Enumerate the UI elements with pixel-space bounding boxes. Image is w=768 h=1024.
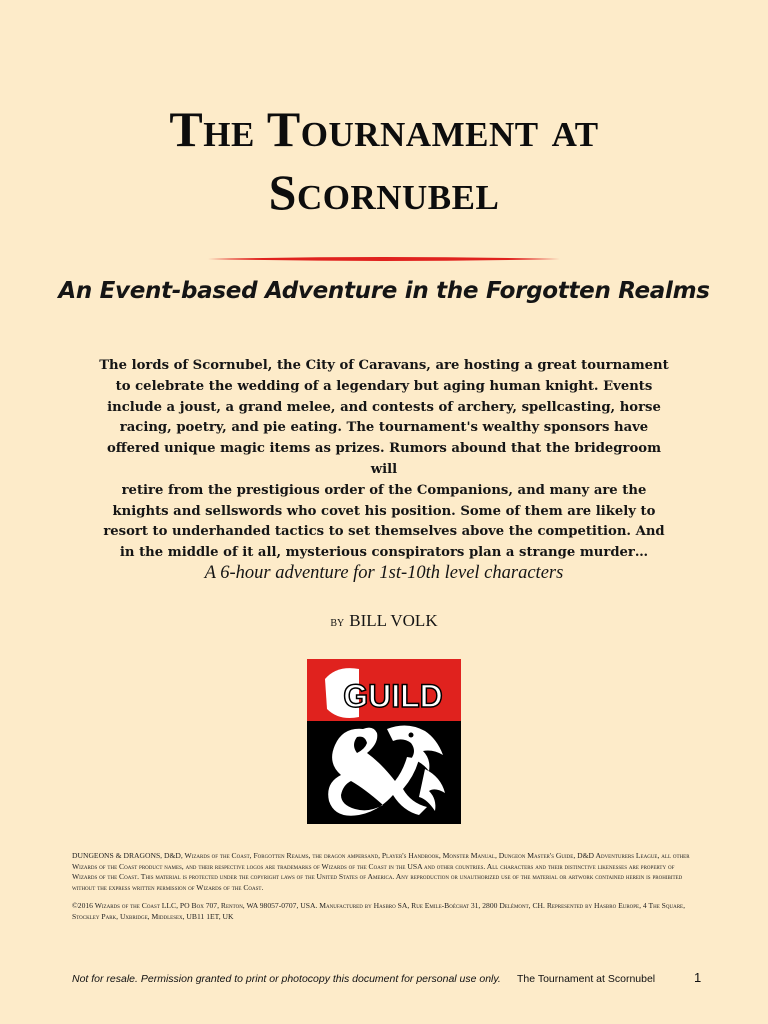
- footer-resale-notice: Not for resale. Permission granted to print or photocopy this document for personal use only.: [72, 973, 501, 985]
- blurb-line: in the middle of it all, mysterious conspirators plan a strange murder…: [119, 545, 649, 561]
- blurb-line: resort to underhanded tactics to set themselves above the competition. And: [103, 524, 665, 540]
- title-divider: [208, 256, 560, 262]
- blurb-line: The lords of Scornubel, the City of Caravans, are hosting a great tournament: [99, 358, 669, 373]
- title-line-1: The Tournament at: [169, 101, 599, 157]
- copyright-notice: ©2016 Wizards of the Coast LLC, PO Box 707, Renton, WA 98057-0707, USA. Manufactured by Hasbro SA, Rue Emile-Boéchat 31, 2800 Delémont, CH. Represented by Hasbro Europe, 4 The Square, Stockley Park, Uxbridge, Middlesex, UB11 1ET, UK: [72, 901, 686, 921]
- legal-text: [72, 851, 698, 931]
- title-line-2: Scornubel: [268, 164, 500, 220]
- blurb-line: retire from the prestigious order of the Companions, and many are the: [121, 482, 647, 498]
- page-number: 1: [694, 970, 702, 985]
- byline: [0, 611, 768, 631]
- tagline: A 6-hour adventure for 1st-10th level characters: [204, 563, 564, 583]
- blurb-line: racing, poetry, and pie eating. The tournament's wealthy sponsors have: [119, 420, 649, 436]
- trademark-notice: DUNGEONS & DRAGONS, D&D, Wizards of the Coast, Forgotten Realms, the dragon ampersand, Player's Handbook, Monster Manual, Dungeon Master's Guide, D&D Adventurers League, all other Wizards of the Coast product names, and their respective logos are trademarks of Wizards of the Coast in the USA and other countries. All characters and their distinctive likenesses are property of Wizards of the Coast. This material is protected under the copyright laws of the United States of America. Any reproduction or unauthorized use of the material or artwork contained herein is prohibited without the express written permission of Wizards of the Coast.: [72, 851, 690, 892]
- blurb-line: include a joust, a grand melee, and contests of archery, spellcasting, horse: [107, 399, 661, 415]
- footer-running-title: The Tournament at Scornubel: [517, 973, 656, 985]
- document-title: [0, 98, 768, 224]
- subtitle: An Event-based Adventure in the Forgotten Realms: [58, 278, 710, 304]
- author-name: BILL VOLK: [349, 611, 438, 630]
- byline-prefix: by: [330, 615, 345, 630]
- blurb-line: offered unique magic items as prizes. Rumors abound that the bridegroom will: [106, 441, 662, 477]
- blurb-paragraph: [92, 356, 676, 564]
- guild-logo-text: GUILD: [343, 678, 443, 714]
- guild-logo: [307, 659, 461, 824]
- blurb-line: to celebrate the wedding of a legendary but aging human knight. Events: [115, 378, 653, 394]
- blurb-line: knights and sellswords who covet his position. Some of them are likely to: [112, 503, 656, 519]
